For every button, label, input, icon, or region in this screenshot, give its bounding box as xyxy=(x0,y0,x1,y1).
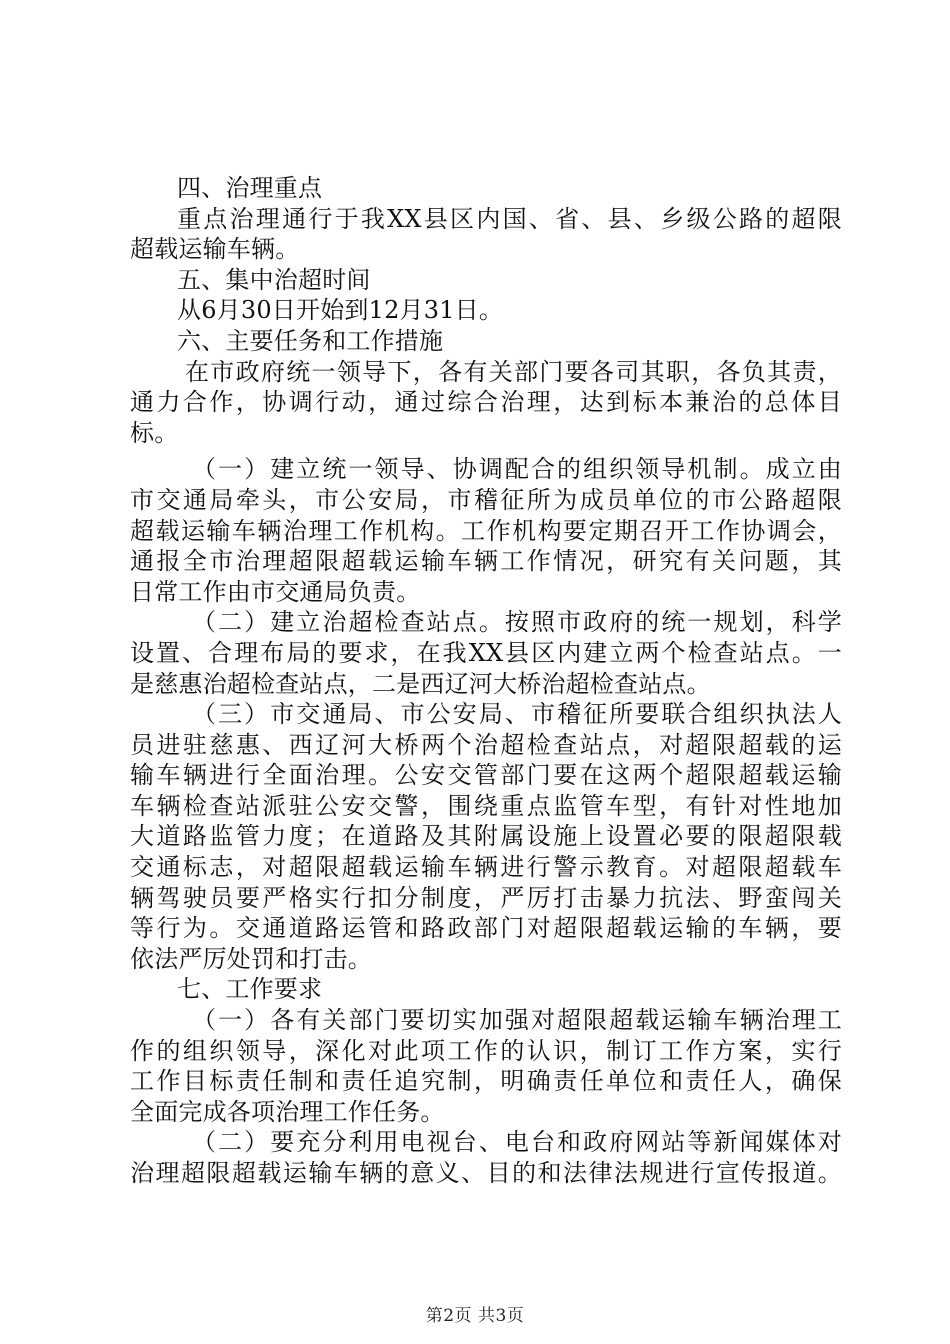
paragraph-line: 车辆检查站派驻公安交警，围绕重点监管车型，有针对性地加 xyxy=(130,791,842,820)
paragraph-line: 输车辆进行全面治理。公安交管部门要在这两个超限超载运输 xyxy=(130,761,842,790)
section-heading-7: 七、工作要求 xyxy=(177,975,323,1004)
paragraph-line: 标。 xyxy=(130,418,179,447)
paragraph-line: 重点治理通行于我XX县区内国、省、县、乡级公路的超限 xyxy=(177,204,842,233)
paragraph-line: 通报全市治理超限超载运输车辆工作情况，研究有关问题，其 xyxy=(130,547,842,576)
paragraph-line: （二）建立治超检查站点。按照市政府的统一规划，科学 xyxy=(192,608,842,637)
paragraph-line: 设置、合理布局的要求，在我XX县区内建立两个检查站点。一 xyxy=(130,638,842,667)
paragraph-line: 从6月30日开始到12月31日。 xyxy=(177,296,504,325)
section-heading-6: 六、主要任务和工作措施 xyxy=(177,326,444,355)
paragraph-line: 超载运输车辆治理工作机构。工作机构要定期召开工作协调会， xyxy=(130,516,842,545)
paragraph-line: 作的组织领导，深化对此项工作的认识，制订工作方案，实行 xyxy=(130,1036,842,1065)
paragraph-line: 是慈惠治超检查站点，二是西辽河大桥治超检查站点。 xyxy=(130,669,711,698)
paragraph-line: （一）建立统一领导、协调配合的组织领导机制。成立由 xyxy=(192,455,842,484)
section-heading-5: 五、集中治超时间 xyxy=(177,265,371,294)
paragraph-line: 日常工作由市交通局负责。 xyxy=(130,577,421,606)
paragraph-line: 员进驻慈惠、西辽河大桥两个治超检查站点，对超限超载的运 xyxy=(130,730,842,759)
paragraph-line: 全面完成各项治理工作任务。 xyxy=(130,1097,445,1126)
paragraph-line: 治理超限超载运输车辆的意义、目的和法律法规进行宣传报道。 xyxy=(130,1159,842,1187)
paragraph-line: 依法严厉处罚和打击。 xyxy=(130,944,372,973)
paragraph-line: （一）各有关部门要切实加强对超限超载运输车辆治理工 xyxy=(192,1006,842,1035)
paragraph-line: 在市政府统一领导下，各有关部门要各司其职，各负其责， xyxy=(185,357,842,386)
page-number-footer: 第2页 共3页 xyxy=(425,1306,525,1326)
paragraph-line: 超载运输车辆。 xyxy=(130,235,300,264)
paragraph-line: 大道路监管力度；在道路及其附属设施上设置必要的限超限载 xyxy=(130,822,842,851)
paragraph-line: 交通标志，对超限超载运输车辆进行警示教育。对超限超载车 xyxy=(130,853,842,882)
document-body xyxy=(130,173,842,1189)
paragraph-line: 市交通局牵头，市公安局，市稽征所为成员单位的市公路超限 xyxy=(130,485,842,514)
paragraph-line: 等行为。交通道路运管和路政部门对超限超载运输的车辆，要 xyxy=(130,914,842,943)
paragraph-line: （二）要充分利用电视台、电台和政府网站等新闻媒体对 xyxy=(192,1128,842,1157)
paragraph-line: 工作目标责任制和责任追究制，明确责任单位和责任人，确保 xyxy=(130,1067,842,1096)
section-heading-4: 四、治理重点 xyxy=(177,174,323,202)
paragraph-line: 通力合作，协调行动，通过综合治理，达到标本兼治的总体目 xyxy=(130,388,842,417)
paragraph-line: 辆驾驶员要严格实行扣分制度，严厉打击暴力抗法、野蛮闯关 xyxy=(130,883,842,912)
paragraph-line: （三）市交通局、市公安局、市稽征所要联合组织执法人 xyxy=(192,700,842,729)
